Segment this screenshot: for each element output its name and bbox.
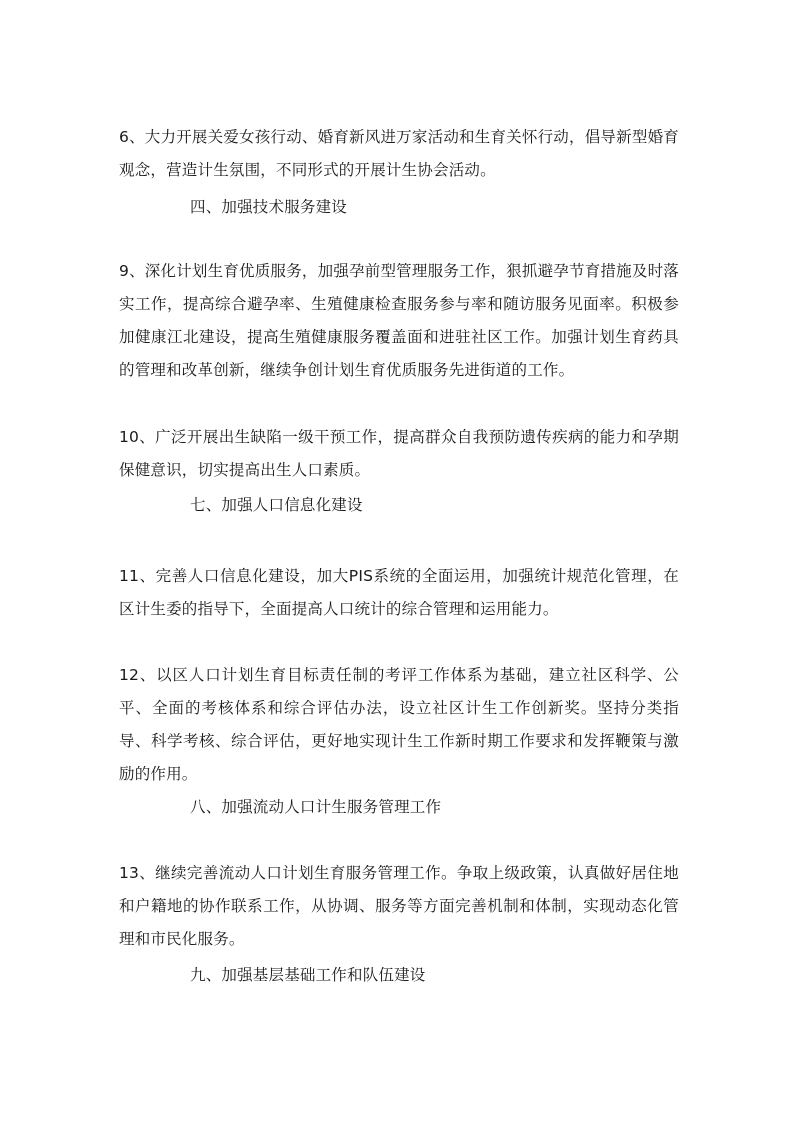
- section-heading-4: 四、加强技术服务建设: [190, 198, 348, 216]
- paragraph-9: 9、深化计划生育优质服务，加强孕前型管理服务工作，狠抓避孕节育措施及时落实工作，提高综合避孕率、生殖健康检查服务参与率和随访服务见面率。积极参加健康江北建设，提高生殖健康服务覆盖面和进驻社区工作。加强计划生育药具的管理和改革创新，继续争创计划生育优质服务先进街道的工作。: [119, 262, 679, 379]
- paragraph-10: 10、广泛开展出生缺陷一级干预工作，提高群众自我预防遗传疾病的能力和孕期保健意识，切实提高出生人口素质。: [119, 428, 679, 479]
- section-heading-8: 八、加强流动人口计生服务管理工作: [190, 798, 442, 816]
- paragraph-12: 12、以区人口计划生育目标责任制的考评工作体系为基础，建立社区科学、公平、全面的考核体系和综合评估办法，设立社区计生工作创新奖。坚持分类指导、科学考核、综合评估，更好地实现计生工作新时期工作要求和发挥鞭策与激励的作用。: [119, 666, 679, 783]
- section-heading-9: 九、加强基层基础工作和队伍建设: [190, 966, 426, 984]
- paragraph-6: 6、大力开展关爱女孩行动、婚育新风进万家活动和生育关怀行动，倡导新型婚育观念，营造计生氛围，不同形式的开展计生协会活动。: [119, 128, 679, 179]
- paragraph-13: 13、继续完善流动人口计划生育服务管理工作。争取上级政策，认真做好居住地和户籍地的协作联系工作，从协调、服务等方面完善机制和体制，实现动态化管理和市民化服务。: [119, 864, 679, 948]
- section-heading-7: 七、加强人口信息化建设: [190, 496, 363, 514]
- paragraph-11: 11、完善人口信息化建设，加大PIS系统的全面运用，加强统计规范化管理，在区计生委的指导下，全面提高人口统计的综合管理和运用能力。: [119, 567, 679, 618]
